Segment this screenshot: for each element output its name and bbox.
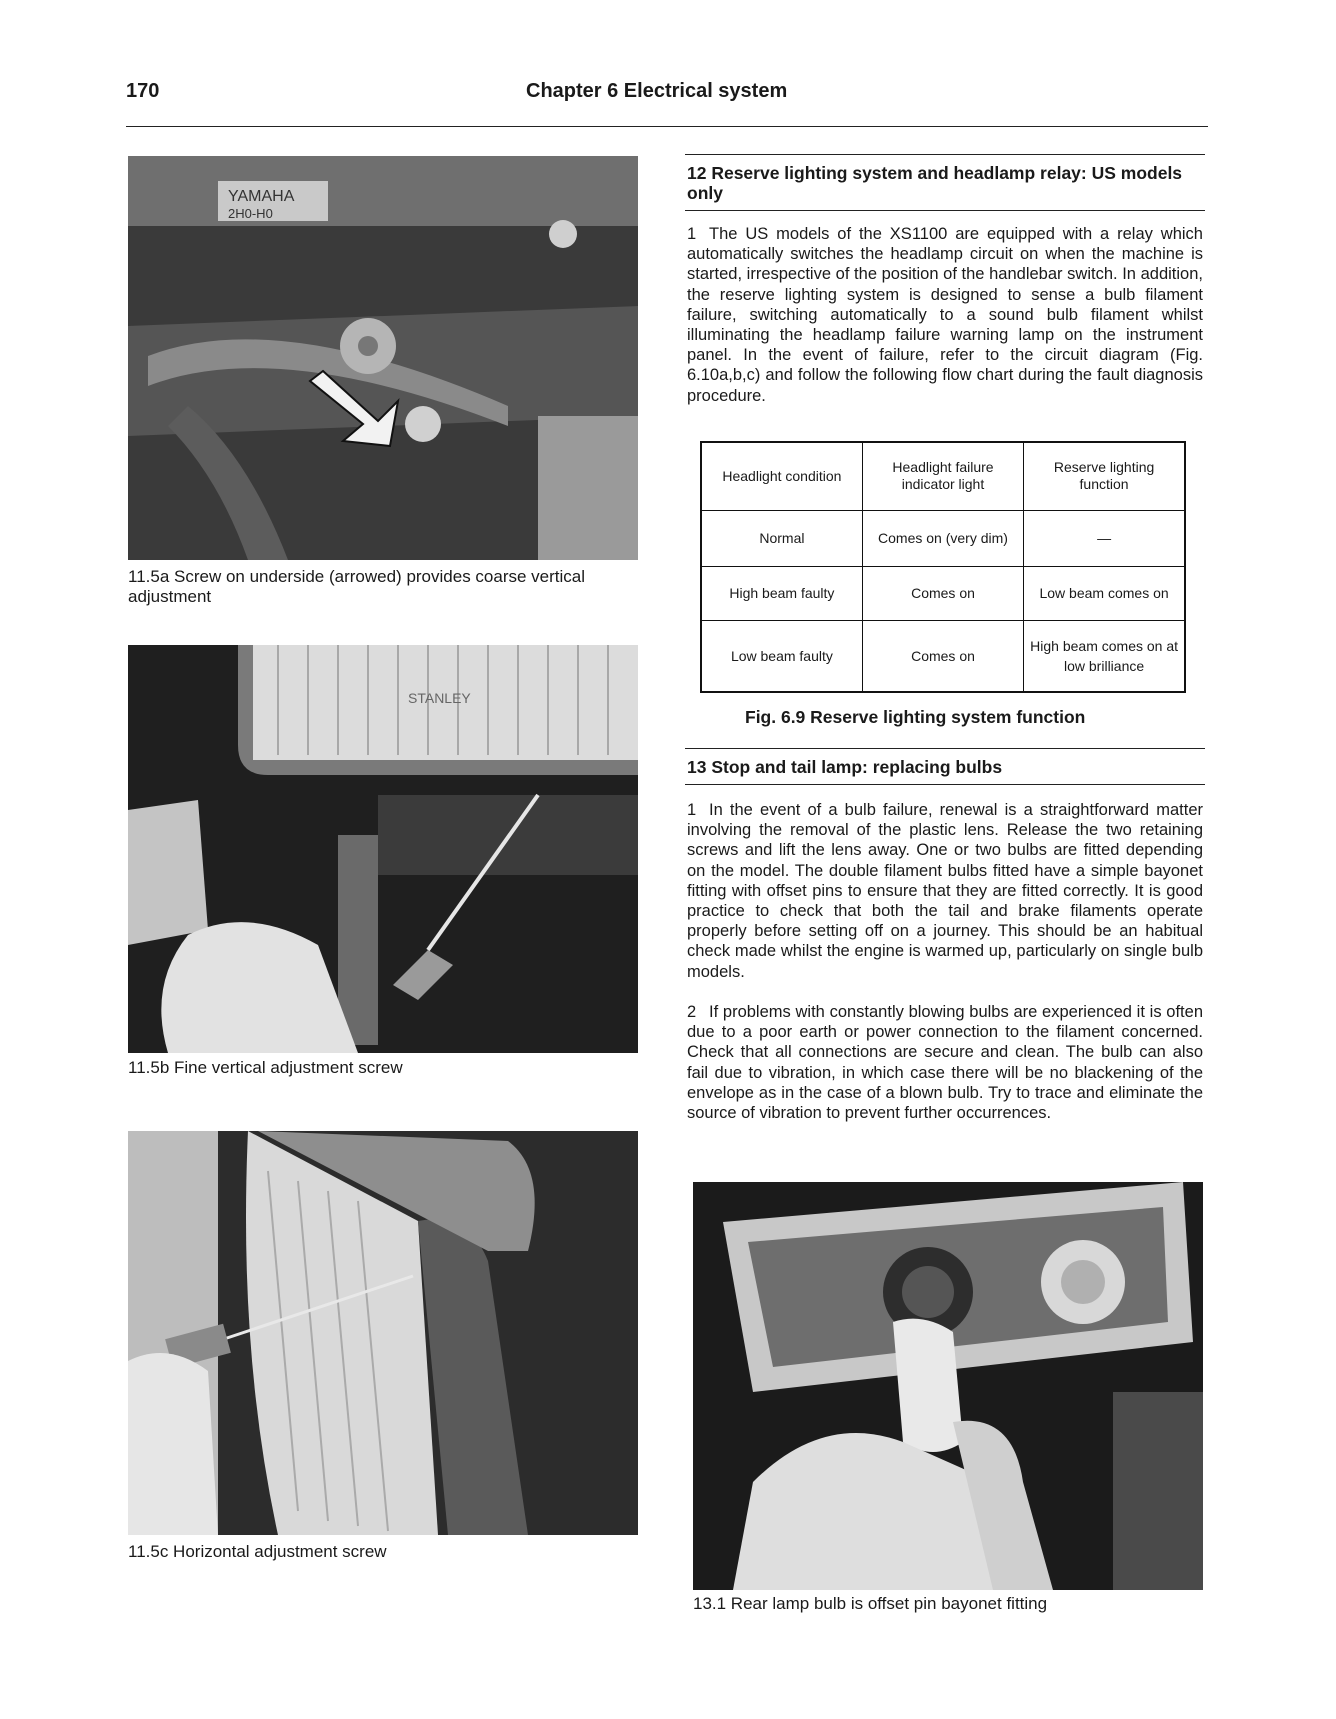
table-row: [701, 510, 1185, 566]
section-13-heading: 13 Stop and tail lamp: replacing bulbs: [685, 748, 1205, 785]
table-cell: Comes on (very dim): [862, 510, 1023, 566]
caption-11-5a: 11.5a Screw on underside (arrowed) provides coarse vertical adjustment: [128, 567, 586, 606]
para-text: In the event of a bulb failure, renewal is a straightforward matter involving the removal of the plastic lens. Release the two retaining screws and lift the lens away. One or two bulbs are fitted depending on the model. The double filament bulbs fitted have a simple bayonet fitting with offset pins to ensure that they are fitted correctly. It is good practice to check that both the tail and brake filaments operate properly before setting off on a journey. This should be an habitual check made whilst the engine is warmed up, particularly on single bulb models.: [687, 801, 1203, 981]
photo-headlamp-underside: [128, 156, 638, 560]
table-row: [701, 566, 1185, 620]
caption-13-1: 13.1 Rear lamp bulb is offset pin bayonet fitting: [693, 1594, 1048, 1613]
table-header-cell: Headlight failure indicator light: [862, 442, 1023, 510]
caption-11-5b: 11.5b Fine vertical adjustment screw: [128, 1058, 403, 1077]
photo-horizontal-adjustment: [128, 1131, 638, 1535]
svg-text:STANLEY: STANLEY: [408, 690, 471, 706]
table-cell: Comes on: [862, 566, 1023, 620]
page-number: 170: [126, 80, 160, 102]
section-13-para-1: [687, 800, 1203, 982]
table-header-cell: Reserve lighting function: [1024, 442, 1185, 510]
para-number: 2: [687, 1003, 697, 1021]
svg-text:2H0-H0: 2H0-H0: [228, 206, 273, 221]
chapter-title: Chapter 6 Electrical system: [526, 80, 788, 102]
photo-rear-lamp-bulb: [693, 1182, 1203, 1590]
reserve-lighting-table: [700, 441, 1186, 693]
table-cell: High beam comes on at low brilliance: [1024, 620, 1185, 692]
table-cell: —: [1024, 510, 1185, 566]
table-cell: Comes on: [862, 620, 1023, 692]
para-number: 1: [687, 801, 697, 819]
table-cell: Normal: [701, 510, 862, 566]
caption-11-5c: 11.5c Horizontal adjustment screw: [128, 1542, 387, 1561]
section-12-para-1: [687, 224, 1203, 406]
table-cell: Low beam faulty: [701, 620, 862, 692]
table-cell: Low beam comes on: [1024, 566, 1185, 620]
table-header-cell: Headlight condition: [701, 442, 862, 510]
svg-text:YAMAHA: YAMAHA: [228, 188, 295, 205]
para-text: The US models of the XS1100 are equipped with a relay which automatically switches the headlamp circuit on when the machine is started, irrespective of the position of the handlebar switch. In addition, the reserve lighting system is designed to sense a bulb filament failure, switching automatically to a sound bulb filament whilst illuminating the headlamp failure warning lamp on the instrument panel. In the event of failure, refer to the circuit diagram (Fig. 6.10a,b,c) and follow the following flow chart during the fault diagnosis procedure.: [687, 225, 1203, 405]
section-13-para-2: [687, 1002, 1203, 1123]
table-cell: High beam faulty: [701, 566, 862, 620]
section-12-heading: 12 Reserve lighting system and headlamp relay: US models only: [685, 154, 1205, 211]
para-text: If problems with constantly blowing bulbs are experienced it is often due to a poor earth or power connection to the filament concerned. Check that all connections are secure and clean. The bulb can also fail due to vibration, in which case there will be no blackening of the envelope as in the case of a blown bulb. Try to trace and eliminate the source of vibration to prevent further occurrences.: [687, 1003, 1203, 1123]
figure-caption: Fig. 6.9 Reserve lighting system function: [745, 707, 1086, 727]
table-header-row: [701, 442, 1185, 510]
photo-fine-adjustment: [128, 645, 638, 1053]
para-number: 1: [687, 225, 697, 243]
page-header: [126, 76, 1208, 127]
table-row: [701, 620, 1185, 692]
